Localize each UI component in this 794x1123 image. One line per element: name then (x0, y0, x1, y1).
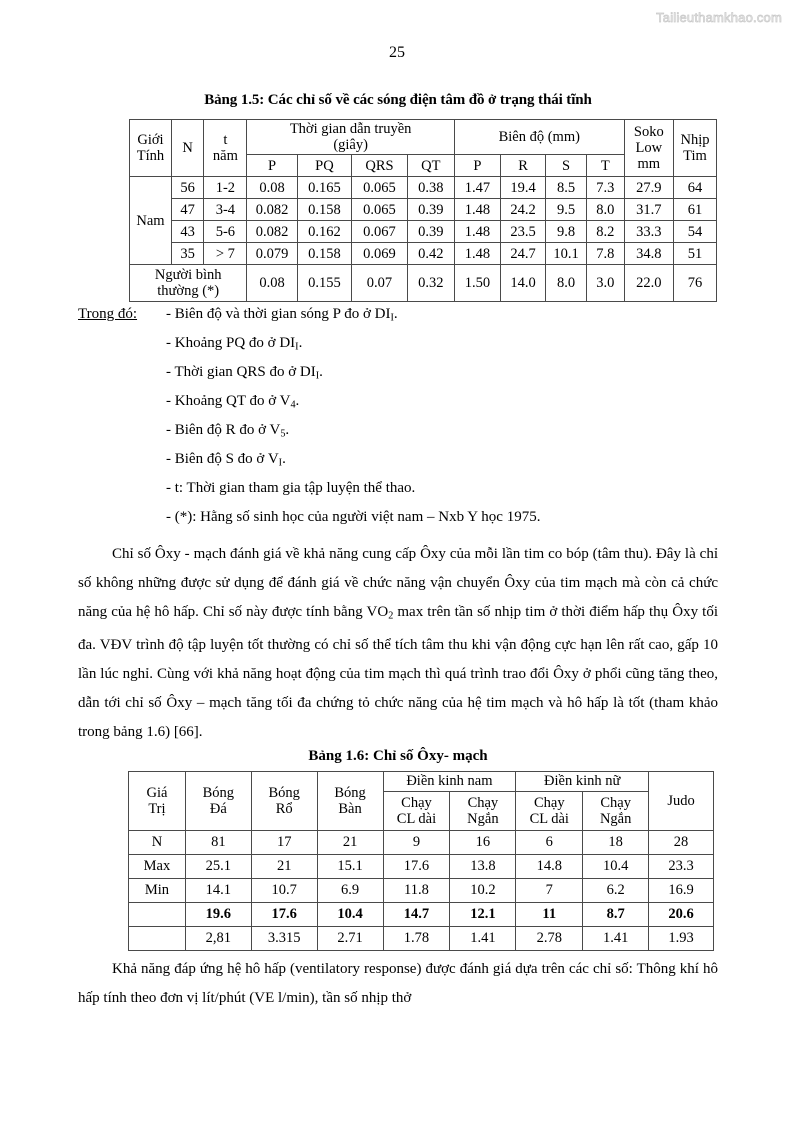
cell-nhip: 51 (673, 243, 716, 265)
cell-nhip: 76 (673, 265, 716, 302)
cell-time-qt: 0.32 (407, 265, 454, 302)
header-cell-soko-low (624, 120, 673, 177)
cell-time-qt: 0.39 (407, 221, 454, 243)
note-body: - Khoảng PQ đo ở DI (166, 335, 296, 352)
cell-time-pq: 0.158 (297, 199, 352, 221)
cell-amp-t: 3.0 (586, 265, 624, 302)
cell-t: 3-4 (204, 199, 247, 221)
header-line: Chạy (401, 794, 432, 811)
note-item (78, 394, 718, 423)
row-label: Min (129, 879, 186, 903)
header-cell-nu-chay-cl-dai (516, 792, 583, 831)
cell-amp-r: 23.5 (501, 221, 546, 243)
cell-amp-s: 9.5 (546, 199, 587, 221)
cell-time-pq: 0.165 (297, 177, 352, 199)
header-line: CL dài (396, 811, 437, 828)
note-body: - Khoảng QT đo ở V (166, 393, 291, 410)
cell-amp-r: 14.0 (501, 265, 546, 302)
cell-bong-da: 2,81 (185, 927, 251, 951)
table-row (129, 879, 714, 903)
note-text: - Thời gian QRS đo ở $DI_I$. (166, 364, 323, 383)
header-line: Chạy (467, 794, 499, 811)
cell-bong-ban: 10.4 (317, 903, 383, 927)
cell-nam-ngan: 13.8 (450, 855, 516, 879)
header-cell-bong-ban (317, 772, 383, 831)
header-line: Thời gian dẫn truyền (289, 121, 412, 137)
cell-bong-ro: 3.315 (251, 927, 317, 951)
header-cell-amp-r: R (501, 155, 546, 177)
note-text: - Biên độ S đo ở $V_I$. (166, 451, 286, 470)
cell-amp-p: 1.48 (454, 199, 500, 221)
header-group-bien-do: Biên độ (mm) (454, 120, 624, 155)
cell-nam-cl-dai: 1.78 (383, 927, 450, 951)
table-row (130, 177, 717, 199)
cell-nam-cl-dai: 11.8 (383, 879, 450, 903)
cell-nam-ngan: 1.41 (450, 927, 516, 951)
header-line: Bóng (202, 784, 235, 801)
cell-nam-cl-dai: 17.6 (383, 855, 450, 879)
note-item (78, 452, 718, 481)
header-line: Ngắn (599, 811, 632, 828)
row-label (129, 927, 186, 951)
header-cell-t-nam (204, 120, 247, 177)
cell-nu-cl-dai: 14.8 (516, 855, 583, 879)
cell-amp-p: 1.50 (454, 265, 500, 302)
watermark-text: Tailieuthamkhao.com (656, 10, 782, 25)
note-text: - Biên độ và thời gian sóng P đo ở $DI_I$. (166, 306, 398, 325)
table-row (130, 243, 717, 265)
note-item (78, 423, 718, 452)
header-line: Bóng (334, 784, 366, 801)
cell-bong-ban: 21 (317, 831, 383, 855)
cell-time-p: 0.079 (247, 243, 297, 265)
header-line: Low (635, 140, 663, 157)
cell-judo: 28 (649, 831, 714, 855)
cell-bong-da: 81 (185, 831, 251, 855)
note-subscript: I (278, 458, 283, 470)
header-cell-gioi-tinh (130, 120, 172, 177)
header-line: Rổ (275, 801, 293, 818)
table-1-5-wrapper (129, 119, 718, 302)
row-group-label-nam: Nam (130, 177, 172, 265)
header-line: t (223, 132, 228, 148)
header-cell-nam-chay-cl-dai (383, 792, 450, 831)
note-item (78, 365, 718, 394)
cell-amp-r: 19.4 (501, 177, 546, 199)
header-cell-amp-p: P (454, 155, 500, 177)
note-text-star: - (*): Hằng số sinh học của người việt nam – Nxb Y học 1975. (166, 509, 541, 526)
table-row (129, 831, 714, 855)
header-line: Bóng (268, 784, 300, 801)
note-subscript: I (315, 371, 320, 383)
row-label (129, 903, 186, 927)
cell-nu-cl-dai: 11 (516, 903, 583, 927)
cell-time-qt: 0.42 (407, 243, 454, 265)
header-line: (giây) (333, 137, 368, 154)
cell-time-qrs: 0.069 (352, 243, 408, 265)
cell-amp-s: 8.0 (546, 265, 587, 302)
note-subscript: 5 (280, 429, 286, 441)
cell-nhip: 61 (673, 199, 716, 221)
table-1-6-caption: Bảng 1.6: Chỉ số Ôxy- mạch (308, 748, 488, 765)
cell-n: 47 (171, 199, 203, 221)
paragraph-subscript: 2 (388, 611, 394, 623)
table-1-6-wrapper (128, 771, 718, 951)
header-group-dien-kinh-nam: Điền kinh nam (383, 772, 516, 792)
cell-bong-ro: 21 (251, 855, 317, 879)
page-number: 25 (389, 44, 405, 61)
note-text: - Khoảng PQ đo ở $DI_I$. (166, 335, 303, 354)
cell-nam-ngan: 16 (450, 831, 516, 855)
table-row (129, 927, 714, 951)
cell-soko: 33.3 (624, 221, 673, 243)
note-item (78, 481, 718, 510)
cell-amp-t: 8.0 (586, 199, 624, 221)
header-line: Nhịp (680, 132, 710, 148)
cell-amp-s: 8.5 (546, 177, 587, 199)
cell-nu-cl-dai: 2.78 (516, 927, 583, 951)
cell-nu-ngan: 6.2 (583, 879, 649, 903)
table-1-6 (128, 771, 714, 951)
header-line: Bàn (338, 801, 362, 818)
paragraph-part-2: max trên tần số nhịp tim ở thời điểm hấp thụ Ôxy tối đa. VĐV trình độ tập luyện tốt thường có chỉ số thể tích tâm thu khi vận động cực hạn lên rất cao, gấp 10 lần lúc nghỉ. Cùng với khả năng hoạt động của tim mạch thì quá trình trao đổi Ôxy ở phổi cũng tăng theo, dẫn tới chỉ số Ôxy – mạch tăng tối đa chứng tỏ chức năng của hệ tim mạch và hô hấp là tốt (tham khảo trong bảng 1.6) [66]. (78, 604, 719, 741)
cell-time-qrs: 0.07 (352, 265, 408, 302)
header-line: năm (212, 148, 238, 165)
header-line: Đá (209, 801, 227, 818)
header-cell-nhip-tim (673, 120, 716, 177)
table-row (129, 903, 714, 927)
table-1-5-caption: Bảng 1.5: Các chỉ số về các sóng điện tâm đồ ở trạng thái tĩnh (204, 92, 592, 108)
cell-amp-p: 1.48 (454, 221, 500, 243)
table-1-5 (129, 119, 717, 302)
cell-nu-ngan: 1.41 (583, 927, 649, 951)
note-text-t: - t: Thời gian tham gia tập luyện thể thao. (166, 480, 416, 497)
header-cell-time-p: P (247, 155, 297, 177)
cell-judo: 20.6 (649, 903, 714, 927)
cell-judo: 1.93 (649, 927, 714, 951)
header-group-thoi-gian-dan-truyen (247, 120, 455, 155)
cell-soko: 22.0 (624, 265, 673, 302)
header-line: Giá (146, 784, 168, 801)
cell-soko: 31.7 (624, 199, 673, 221)
table-row (130, 199, 717, 221)
header-cell-time-pq: PQ (297, 155, 352, 177)
header-line: Ngắn (467, 811, 499, 828)
cell-amp-p: 1.47 (454, 177, 500, 199)
header-line: Trị (148, 801, 166, 818)
cell-bong-ro: 17.6 (251, 903, 317, 927)
cell-time-qrs: 0.065 (352, 199, 408, 221)
header-line: Soko (633, 123, 664, 140)
cell-nam-cl-dai: 9 (383, 831, 450, 855)
cell-amp-p: 1.48 (454, 243, 500, 265)
row-label-nguoi-binh-thuong (130, 265, 247, 302)
header-cell-nam-chay-ngan (450, 792, 516, 831)
cell-nam-ngan: 12.1 (450, 903, 516, 927)
cell-time-qt: 0.39 (407, 199, 454, 221)
header-cell-bong-ro (251, 772, 317, 831)
note-body: - Biên độ và thời gian sóng P đo ở DI (166, 306, 391, 323)
body-paragraph-1 (78, 540, 718, 747)
cell-time-p: 0.08 (247, 177, 297, 199)
note-text: - Biên độ R đo ở $V_5$. (166, 422, 290, 441)
cell-nu-cl-dai: 7 (516, 879, 583, 903)
cell-bong-da: 25.1 (185, 855, 251, 879)
cell-judo: 23.3 (649, 855, 714, 879)
cell-amp-t: 7.3 (586, 177, 624, 199)
notes-label: Trong đó: (78, 306, 138, 323)
cell-amp-t: 7.8 (586, 243, 624, 265)
cell-judo: 16.9 (649, 879, 714, 903)
cell-nu-ngan: 18 (583, 831, 649, 855)
cell-amp-s: 9.8 (546, 221, 587, 243)
cell-bong-da: 19.6 (185, 903, 251, 927)
cell-nhip: 54 (673, 221, 716, 243)
cell-time-pq: 0.162 (297, 221, 352, 243)
table-row (129, 855, 714, 879)
header-cell-judo: Judo (649, 772, 714, 831)
cell-nam-cl-dai: 14.7 (383, 903, 450, 927)
cell-amp-s: 10.1 (546, 243, 587, 265)
header-line: Chạy (600, 794, 631, 811)
cell-n: 56 (171, 177, 203, 199)
row-label: Max (129, 855, 186, 879)
note-subscript: I (295, 342, 299, 354)
header-cell-time-qrs: QRS (352, 155, 408, 177)
cell-time-qrs: 0.067 (352, 221, 408, 243)
cell-t: 5-6 (204, 221, 247, 243)
table-1-5-header-row-1 (130, 120, 717, 155)
table-row-normal-person (130, 265, 717, 302)
cell-t: > 7 (204, 243, 247, 265)
header-line: Tim (683, 148, 707, 165)
cell-bong-ro: 10.7 (251, 879, 317, 903)
header-cell-nu-chay-ngan (583, 792, 649, 831)
cell-n: 35 (171, 243, 203, 265)
note-body: - Biên độ R đo ở V (166, 422, 281, 439)
cell-bong-da: 14.1 (185, 879, 251, 903)
label-line: Người bình (154, 267, 222, 284)
table-row (130, 221, 717, 243)
cell-amp-t: 8.2 (586, 221, 624, 243)
cell-nam-ngan: 10.2 (450, 879, 516, 903)
note-item (78, 307, 718, 336)
document-content (78, 92, 718, 1013)
cell-bong-ro: 17 (251, 831, 317, 855)
note-text: - Khoảng QT đo ở $V_4$. (166, 393, 300, 412)
cell-time-pq: 0.155 (297, 265, 352, 302)
cell-amp-r: 24.7 (501, 243, 546, 265)
cell-nu-ngan: 10.4 (583, 855, 649, 879)
cell-time-p: 0.082 (247, 221, 297, 243)
cell-bong-ban: 2.71 (317, 927, 383, 951)
header-line: Tính (136, 148, 165, 165)
cell-nu-cl-dai: 6 (516, 831, 583, 855)
notes-block (78, 307, 718, 539)
header-cell-gia-tri (129, 772, 186, 831)
header-line: Giới (137, 132, 164, 148)
header-group-dien-kinh-nu: Điền kinh nữ (516, 772, 649, 792)
header-line: CL dài (529, 811, 569, 828)
row-label: N (129, 831, 186, 855)
note-subscript: I (390, 313, 394, 325)
cell-n: 43 (171, 221, 203, 243)
paragraph-part-1: Chỉ số Ôxy - mạch đánh giá về khả năng cung cấp Ôxy của mỗi lần tim co bóp (tâm thu). Đây là chỉ số không những được sử dụng để đánh giá về chức năng vận chuyển Ôxy của tim mạch mà còn cả chức năng của hệ hô hấp. Chỉ số này được tính bằng VO (78, 546, 718, 621)
cell-bong-ban: 6.9 (317, 879, 383, 903)
header-cell-amp-t: T (586, 155, 624, 177)
cell-amp-r: 24.2 (501, 199, 546, 221)
cell-soko: 27.9 (624, 177, 673, 199)
cell-time-pq: 0.158 (297, 243, 352, 265)
body-paragraph-2: Khả năng đáp ứng hệ hô hấp (ventilatory response) được đánh giá dựa trên các chỉ số: Thông khí hô hấp tính theo đơn vị lít/phút (VE l/min), tần số nhịp thở (78, 961, 718, 1007)
note-item (78, 510, 718, 539)
table-1-6-header-row-1 (129, 772, 714, 792)
header-cell-time-qt: QT (407, 155, 454, 177)
cell-bong-ban: 15.1 (317, 855, 383, 879)
note-body: - Thời gian QRS đo ở DI (166, 364, 316, 381)
cell-time-p: 0.082 (247, 199, 297, 221)
header-line: Chạy (533, 794, 565, 811)
cell-nhip: 64 (673, 177, 716, 199)
cell-time-p: 0.08 (247, 265, 297, 302)
cell-soko: 34.8 (624, 243, 673, 265)
cell-nu-ngan: 8.7 (583, 903, 649, 927)
header-cell-amp-s: S (546, 155, 587, 177)
note-body: - Biên độ S đo ở V (166, 451, 279, 468)
header-line: mm (637, 156, 661, 173)
label-line: thường (*) (157, 283, 220, 300)
cell-t: 1-2 (204, 177, 247, 199)
cell-time-qt: 0.38 (407, 177, 454, 199)
note-subscript: 4 (290, 400, 296, 412)
cell-time-qrs: 0.065 (352, 177, 408, 199)
note-item (78, 336, 718, 365)
header-cell-n: N (171, 120, 203, 177)
header-cell-bong-da (185, 772, 251, 831)
